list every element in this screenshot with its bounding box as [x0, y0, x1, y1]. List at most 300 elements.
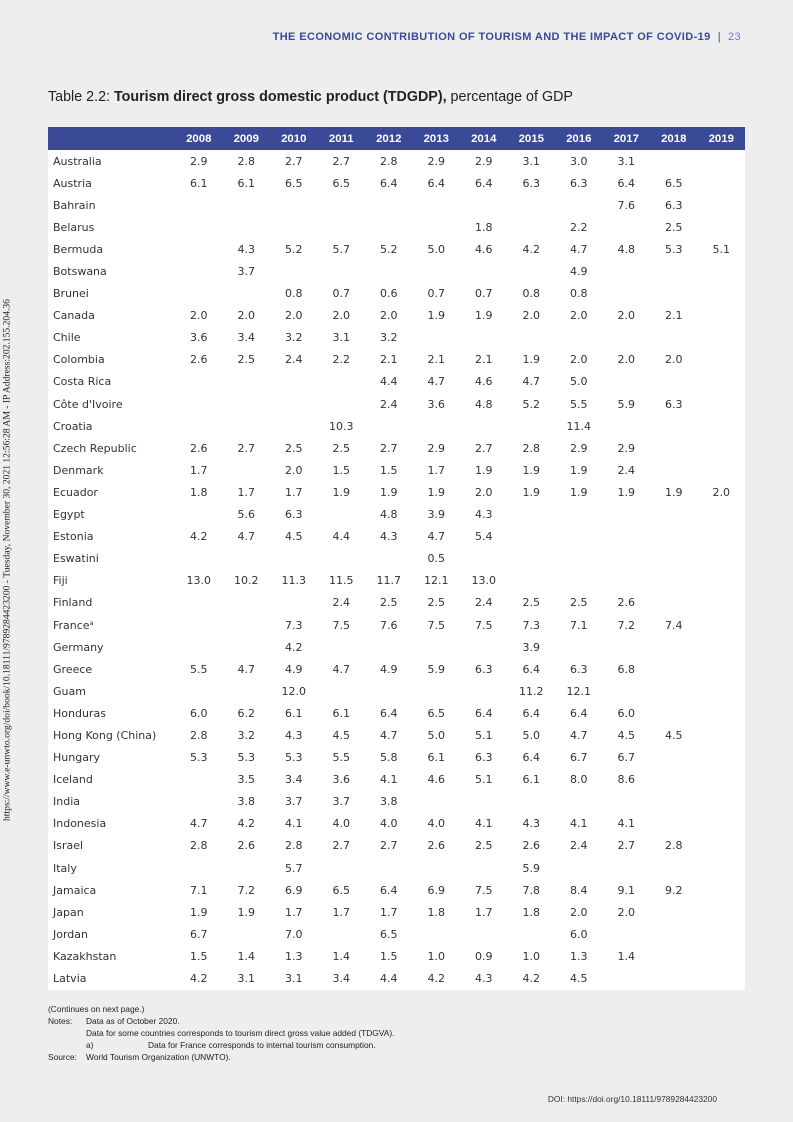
value-cell: 4.7	[570, 242, 588, 256]
value-cell: 1.5	[380, 949, 398, 963]
value-cell	[603, 967, 651, 989]
value-cell: 4.7	[380, 728, 398, 742]
value-cell	[698, 260, 746, 282]
value-cell	[698, 791, 746, 813]
value-cell	[650, 283, 698, 305]
value-cell	[698, 504, 746, 526]
value-cell	[365, 260, 413, 282]
value-cell: 2.9	[190, 154, 208, 168]
value-cell: 6.4	[522, 662, 540, 676]
header-year-2010: 2010	[281, 132, 307, 145]
note-3-label: a)	[86, 1040, 94, 1050]
country-cell	[48, 901, 175, 923]
value-cell: 5.6	[237, 508, 255, 522]
table-caption	[48, 89, 573, 105]
value-cell	[650, 548, 698, 570]
value-cell: 7.3	[285, 618, 303, 632]
value-cell: 6.4	[380, 706, 398, 720]
country-name: Botswana	[53, 265, 107, 279]
value-cell	[603, 371, 651, 393]
value-cell: 2.0	[332, 309, 350, 323]
value-cell: 5.9	[617, 397, 635, 411]
value-cell: 8.6	[617, 773, 635, 787]
value-cell	[508, 791, 556, 813]
value-cell: 5.1	[475, 728, 493, 742]
value-cell: 4.0	[380, 817, 398, 831]
country-cell	[48, 459, 175, 481]
value-cell	[650, 371, 698, 393]
country-cell	[48, 393, 175, 415]
value-cell	[698, 150, 746, 172]
table-row	[48, 305, 745, 327]
value-cell: 1.4	[617, 949, 635, 963]
value-cell	[698, 393, 746, 415]
header-cell-blank	[48, 127, 175, 150]
value-cell: 2.5	[237, 353, 255, 367]
value-cell	[318, 857, 366, 879]
value-cell	[650, 901, 698, 923]
value-cell: 4.1	[475, 817, 493, 831]
note-2: Data for some countries corresponds to tourism direct gross value added (TDGVA).	[86, 1028, 395, 1038]
table-row	[48, 260, 745, 282]
header-year-2008: 2008	[186, 132, 212, 145]
country-cell	[48, 636, 175, 658]
value-cell: 7.5	[475, 618, 493, 632]
country-name: Italy	[53, 861, 77, 875]
value-cell: 5.3	[237, 751, 255, 765]
country-name: Latvia	[53, 972, 87, 986]
table-row	[48, 526, 745, 548]
value-cell	[698, 415, 746, 437]
table-row	[48, 150, 745, 172]
value-cell	[365, 216, 413, 238]
value-cell	[698, 747, 746, 769]
country-name: Croatia	[53, 419, 93, 433]
value-cell: 4.1	[570, 817, 588, 831]
country-name: Jordan	[53, 927, 88, 941]
value-cell: 2.5	[522, 596, 540, 610]
notes-label: Notes:	[48, 1016, 73, 1026]
table-row	[48, 238, 745, 260]
value-cell: 0.7	[475, 287, 493, 301]
value-cell	[365, 680, 413, 702]
country-cell	[48, 238, 175, 260]
value-cell: 5.5	[570, 397, 588, 411]
header-year-2009: 2009	[233, 132, 259, 145]
value-cell	[698, 437, 746, 459]
value-cell	[603, 526, 651, 548]
value-cell: 4.6	[475, 375, 493, 389]
country-cell	[48, 879, 175, 901]
header-year-2017: 2017	[613, 132, 639, 145]
country-cell	[48, 260, 175, 282]
value-cell	[650, 857, 698, 879]
note-1: Data as of October 2020.	[86, 1016, 180, 1026]
value-cell	[413, 415, 461, 437]
value-cell: 5.8	[380, 751, 398, 765]
value-cell	[365, 194, 413, 216]
country-cell	[48, 349, 175, 371]
value-cell: 2.0	[617, 905, 635, 919]
value-cell: 8.0	[570, 773, 588, 787]
value-cell: 2.4	[380, 397, 398, 411]
value-cell	[318, 636, 366, 658]
value-cell	[650, 504, 698, 526]
value-cell	[223, 194, 271, 216]
value-cell: 3.1	[237, 972, 255, 986]
country-name: Bermuda	[53, 242, 104, 256]
country-cell	[48, 769, 175, 791]
value-cell: 4.3	[522, 817, 540, 831]
value-cell: 6.4	[570, 706, 588, 720]
value-cell: 6.3	[665, 198, 683, 212]
value-cell	[460, 194, 508, 216]
table-row	[48, 415, 745, 437]
table-row	[48, 923, 745, 945]
value-cell: 5.2	[285, 242, 303, 256]
value-cell: 4.8	[617, 242, 635, 256]
country-cell	[48, 857, 175, 879]
value-cell: 12.1	[566, 684, 591, 698]
value-cell: 4.2	[285, 640, 303, 654]
value-cell	[318, 680, 366, 702]
caption-label: Table 2.2:	[48, 89, 110, 105]
value-cell: 1.7	[285, 485, 303, 499]
value-cell: 3.9	[522, 640, 540, 654]
value-cell	[555, 857, 603, 879]
value-cell	[603, 260, 651, 282]
value-cell: 2.9	[427, 154, 445, 168]
header-separator: |	[717, 31, 721, 43]
country-cell	[48, 327, 175, 349]
value-cell: 6.1	[237, 176, 255, 190]
value-cell: 7.1	[190, 883, 208, 897]
table-header-row	[48, 127, 745, 150]
value-cell	[175, 636, 223, 658]
value-cell: 2.4	[475, 596, 493, 610]
value-cell: 0.9	[475, 949, 493, 963]
value-cell	[175, 680, 223, 702]
value-cell: 4.4	[380, 375, 398, 389]
value-cell: 4.1	[285, 817, 303, 831]
value-cell: 6.1	[522, 773, 540, 787]
value-cell	[555, 570, 603, 592]
value-cell	[460, 857, 508, 879]
value-cell: 2.4	[332, 596, 350, 610]
value-cell: 1.5	[190, 949, 208, 963]
value-cell: 2.8	[380, 154, 398, 168]
value-cell	[318, 260, 366, 282]
value-cell: 3.2	[285, 331, 303, 345]
value-cell: 5.9	[427, 662, 445, 676]
value-cell: 2.5	[332, 441, 350, 455]
value-cell	[223, 371, 271, 393]
country-name: Estonia	[53, 530, 94, 544]
value-cell: 6.1	[285, 706, 303, 720]
value-cell: 9.1	[617, 883, 635, 897]
country-name: Colombia	[53, 353, 105, 367]
value-cell: 3.2	[237, 728, 255, 742]
value-cell	[698, 636, 746, 658]
value-cell: 1.7	[237, 485, 255, 499]
table-row	[48, 216, 745, 238]
value-cell: 5.1	[712, 242, 730, 256]
value-cell: 2.4	[617, 463, 635, 477]
value-cell	[603, 216, 651, 238]
country-name: Côte d'Ivoire	[53, 397, 123, 411]
value-cell	[603, 327, 651, 349]
value-cell: 1.7	[285, 905, 303, 919]
value-cell	[175, 415, 223, 437]
value-cell	[555, 327, 603, 349]
header-year-2019: 2019	[708, 132, 734, 145]
value-cell: 3.9	[427, 508, 445, 522]
country-cell	[48, 437, 175, 459]
value-cell	[318, 393, 366, 415]
table-row	[48, 967, 745, 989]
country-cell	[48, 570, 175, 592]
value-cell: 2.0	[380, 309, 398, 323]
value-cell: 6.4	[475, 706, 493, 720]
value-cell	[223, 923, 271, 945]
value-cell: 1.7	[190, 463, 208, 477]
value-cell	[365, 636, 413, 658]
note-2-row	[48, 1027, 394, 1039]
value-cell	[175, 260, 223, 282]
value-cell: 6.5	[285, 176, 303, 190]
value-cell: 2.7	[332, 839, 350, 853]
country-name: Japan	[53, 905, 84, 919]
value-cell	[318, 923, 366, 945]
country-name: Canada	[53, 309, 95, 323]
value-cell	[603, 570, 651, 592]
value-cell: 2.8	[190, 839, 208, 853]
value-cell: 6.3	[570, 662, 588, 676]
table-row	[48, 614, 745, 636]
value-cell	[650, 769, 698, 791]
value-cell	[555, 791, 603, 813]
country-cell	[48, 658, 175, 680]
value-cell	[698, 327, 746, 349]
value-cell: 7.1	[570, 618, 588, 632]
value-cell	[603, 504, 651, 526]
value-cell	[698, 459, 746, 481]
value-cell: 2.0	[570, 905, 588, 919]
country-name: Finland	[53, 596, 93, 610]
value-cell	[650, 813, 698, 835]
value-cell	[650, 327, 698, 349]
value-cell: 2.9	[427, 441, 445, 455]
value-cell: 7.8	[522, 883, 540, 897]
table-row	[48, 724, 745, 746]
country-name: Bahrain	[53, 198, 96, 212]
value-cell: 6.3	[475, 662, 493, 676]
value-cell: 5.5	[190, 662, 208, 676]
value-cell	[175, 769, 223, 791]
value-cell: 6.4	[522, 706, 540, 720]
value-cell: 6.4	[475, 176, 493, 190]
value-cell	[650, 923, 698, 945]
value-cell: 4.2	[190, 972, 208, 986]
value-cell: 2.0	[570, 353, 588, 367]
value-cell: 6.5	[665, 176, 683, 190]
table-row	[48, 194, 745, 216]
value-cell: 11.4	[566, 419, 591, 433]
value-cell: 6.4	[380, 176, 398, 190]
value-cell	[508, 923, 556, 945]
value-cell	[698, 614, 746, 636]
value-cell: 1.9	[190, 905, 208, 919]
country-cell	[48, 194, 175, 216]
value-cell	[460, 923, 508, 945]
note-3-row	[48, 1039, 394, 1051]
value-cell	[223, 592, 271, 614]
value-cell	[413, 260, 461, 282]
value-cell	[270, 592, 318, 614]
value-cell: 3.1	[522, 154, 540, 168]
value-cell: 4.6	[427, 773, 445, 787]
value-cell	[318, 504, 366, 526]
value-cell	[460, 680, 508, 702]
value-cell	[413, 327, 461, 349]
value-cell: 0.8	[570, 287, 588, 301]
value-cell: 2.6	[522, 839, 540, 853]
value-cell: 4.5	[570, 972, 588, 986]
value-cell: 0.7	[332, 287, 350, 301]
value-cell: 5.2	[380, 242, 398, 256]
source-label: Source:	[48, 1052, 77, 1062]
value-cell	[698, 923, 746, 945]
value-cell	[650, 945, 698, 967]
caption-title-rest: percentage of GDP	[450, 89, 573, 105]
value-cell	[175, 592, 223, 614]
value-cell	[698, 813, 746, 835]
value-cell	[413, 923, 461, 945]
value-cell: 2.7	[237, 441, 255, 455]
value-cell	[698, 570, 746, 592]
value-cell	[223, 680, 271, 702]
value-cell	[650, 747, 698, 769]
value-cell: 3.7	[237, 265, 255, 279]
value-cell: 2.6	[190, 441, 208, 455]
value-cell: 11.2	[519, 684, 544, 698]
value-cell	[175, 614, 223, 636]
value-cell	[460, 636, 508, 658]
value-cell	[603, 636, 651, 658]
value-cell: 4.0	[332, 817, 350, 831]
value-cell: 2.5	[285, 441, 303, 455]
doi-link[interactable]: DOI: https://doi.org/10.18111/9789284423200	[547, 1094, 717, 1104]
value-cell: 1.5	[380, 463, 398, 477]
value-cell: 6.3	[665, 397, 683, 411]
value-cell: 5.0	[570, 375, 588, 389]
value-cell: 1.3	[285, 949, 303, 963]
value-cell	[508, 570, 556, 592]
value-cell: 6.5	[332, 883, 350, 897]
value-cell: 2.0	[190, 309, 208, 323]
continues-note	[48, 1003, 394, 1015]
tdgdp-table	[48, 127, 745, 990]
table-row	[48, 570, 745, 592]
value-cell: 12.1	[424, 574, 449, 588]
value-cell	[698, 548, 746, 570]
value-cell: 6.1	[427, 751, 445, 765]
table-row	[48, 459, 745, 481]
value-cell: 1.9	[475, 309, 493, 323]
value-cell	[508, 216, 556, 238]
value-cell: 2.0	[712, 485, 730, 499]
country-cell	[48, 216, 175, 238]
value-cell	[175, 857, 223, 879]
value-cell	[555, 194, 603, 216]
value-cell: 6.1	[190, 176, 208, 190]
value-cell: 6.3	[570, 176, 588, 190]
value-cell: 9.2	[665, 883, 683, 897]
value-cell	[270, 216, 318, 238]
value-cell	[508, 260, 556, 282]
source-text: World Tourism Organization (UNWTO).	[86, 1052, 231, 1062]
country-cell	[48, 305, 175, 327]
value-cell: 6.4	[617, 176, 635, 190]
value-cell	[460, 260, 508, 282]
value-cell: 1.8	[190, 485, 208, 499]
value-cell: 4.3	[380, 530, 398, 544]
value-cell: 6.2	[237, 706, 255, 720]
value-cell	[698, 194, 746, 216]
value-cell	[698, 526, 746, 548]
country-cell	[48, 702, 175, 724]
table-row	[48, 879, 745, 901]
value-cell: 2.8	[522, 441, 540, 455]
value-cell	[650, 415, 698, 437]
value-cell: 2.0	[665, 353, 683, 367]
value-cell	[650, 592, 698, 614]
value-cell: 2.0	[475, 485, 493, 499]
value-cell	[698, 172, 746, 194]
value-cell	[698, 835, 746, 857]
table-row	[48, 658, 745, 680]
value-cell: 2.7	[332, 154, 350, 168]
value-cell	[698, 680, 746, 702]
table-row	[48, 857, 745, 879]
value-cell: 7.2	[237, 883, 255, 897]
value-cell: 2.5	[427, 596, 445, 610]
country-name: Brunei	[53, 287, 89, 301]
value-cell: 2.5	[665, 220, 683, 234]
value-cell: 7.4	[665, 618, 683, 632]
value-cell: 4.8	[380, 508, 398, 522]
value-cell: 12.0	[281, 684, 306, 698]
value-cell: 11.3	[281, 574, 306, 588]
value-cell: 3.2	[380, 331, 398, 345]
value-cell: 1.8	[475, 220, 493, 234]
header-year-2015: 2015	[518, 132, 544, 145]
value-cell	[555, 504, 603, 526]
value-cell: 5.0	[427, 728, 445, 742]
value-cell	[223, 393, 271, 415]
value-cell	[698, 724, 746, 746]
value-cell: 2.1	[380, 353, 398, 367]
value-cell	[698, 901, 746, 923]
table-row	[48, 349, 745, 371]
country-name: Eswatini	[53, 552, 99, 566]
value-cell	[318, 194, 366, 216]
value-cell	[603, 680, 651, 702]
country-cell	[48, 923, 175, 945]
country-name: Belarus	[53, 220, 95, 234]
value-cell	[698, 349, 746, 371]
value-cell: 4.5	[332, 728, 350, 742]
